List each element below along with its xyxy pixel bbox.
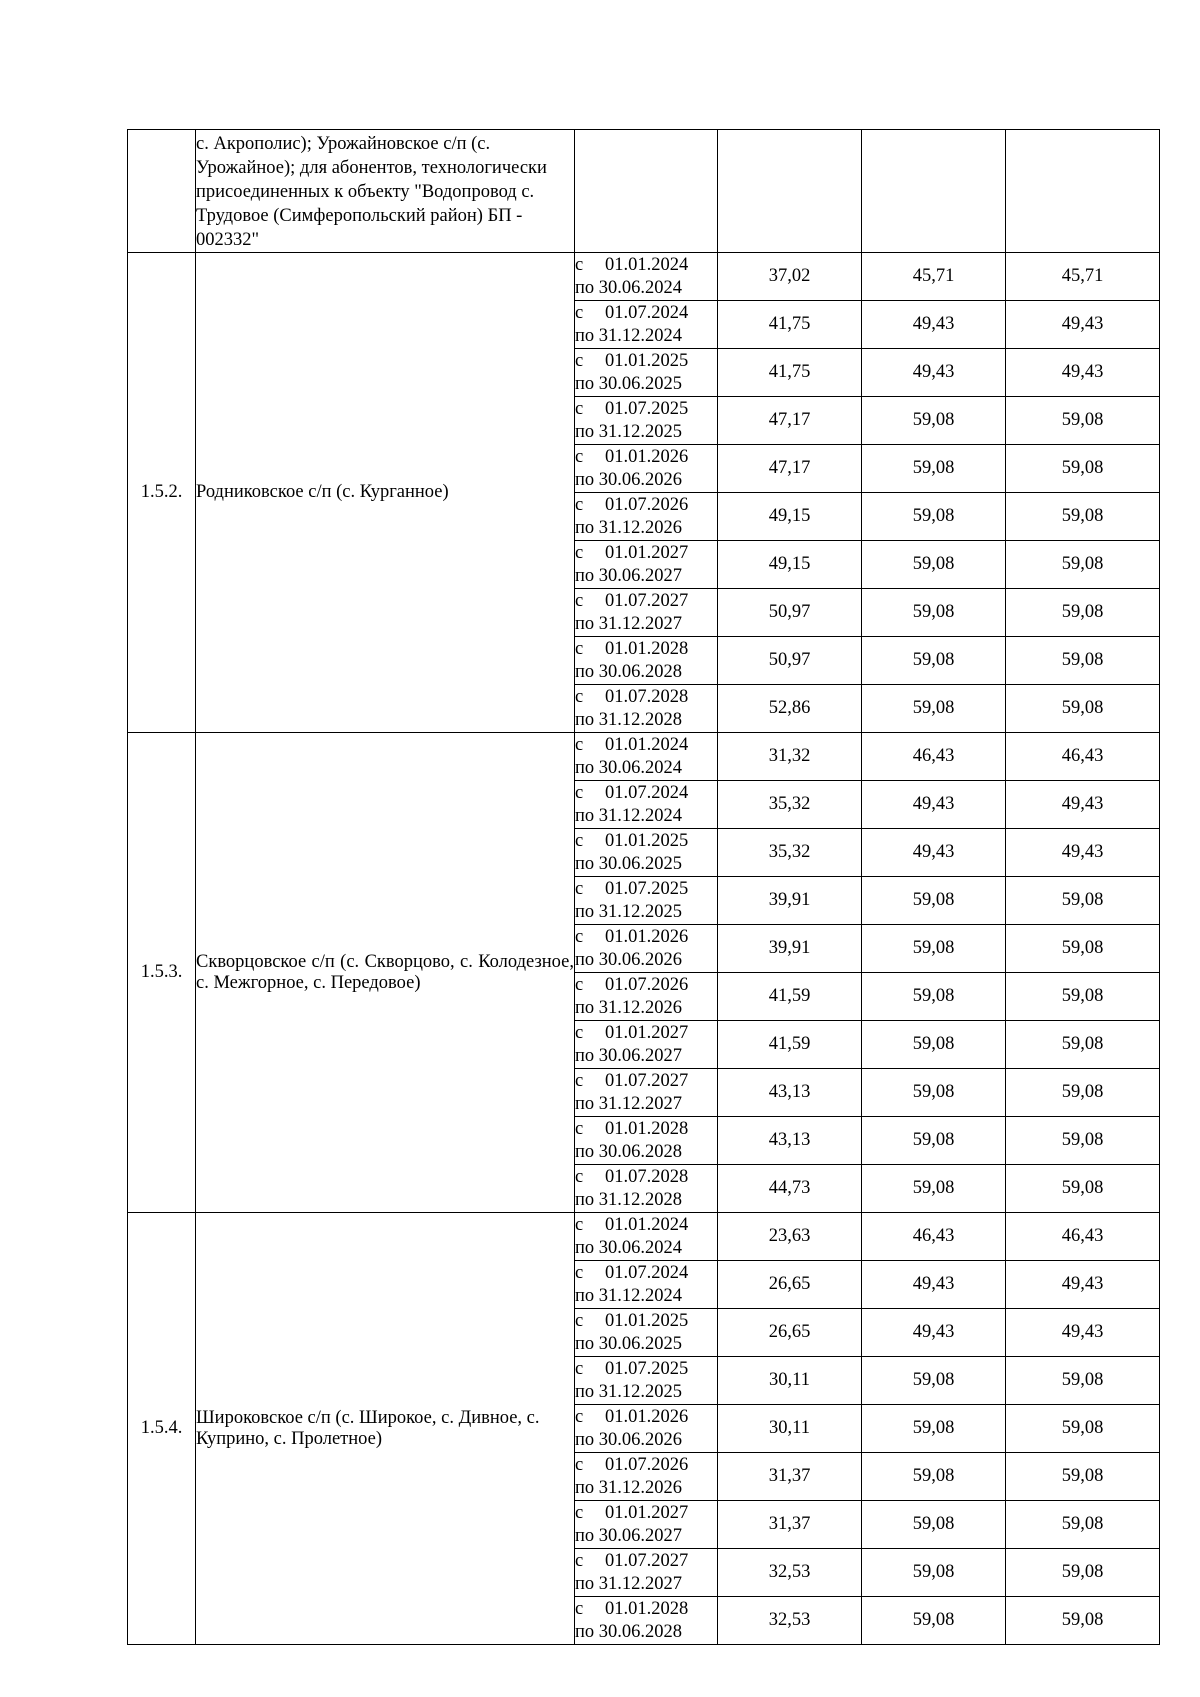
period-to: по 31.12.2025	[575, 1381, 683, 1402]
period-from-prefix: с	[575, 1310, 584, 1331]
period-from-prefix: с	[575, 350, 584, 371]
period-from	[575, 1214, 717, 1237]
period-to: по 30.06.2027	[575, 1525, 683, 1546]
value-cell: 59,08	[862, 973, 1006, 1021]
period-to: по 30.06.2027	[575, 565, 683, 586]
period-from-prefix: с	[575, 446, 584, 467]
period-from	[575, 686, 717, 709]
value-cell: 49,43	[862, 349, 1006, 397]
period-from-date: 01.07.2024	[605, 782, 689, 803]
period-to: по 31.12.2025	[575, 901, 683, 922]
value-cell: 46,43	[862, 733, 1006, 781]
period-from-prefix: с	[575, 542, 584, 563]
value-cell: 49,43	[862, 1261, 1006, 1309]
period-from	[575, 542, 717, 565]
period-cell	[575, 253, 718, 301]
period-from	[575, 398, 717, 421]
value-cell: 59,08	[862, 1597, 1006, 1645]
value-cell: 59,08	[1006, 637, 1160, 685]
period-from-prefix: с	[575, 638, 584, 659]
period-from-prefix: с	[575, 830, 584, 851]
value-cell: 59,08	[1006, 685, 1160, 733]
value-cell: 59,08	[862, 1453, 1006, 1501]
period-to: по 30.06.2028	[575, 661, 683, 682]
period-cell	[575, 397, 718, 445]
period-from-prefix: с	[575, 1214, 584, 1235]
period-from-prefix: с	[575, 1502, 584, 1523]
period-from-date: 01.07.2024	[605, 302, 689, 323]
period-from-date: 01.01.2028	[605, 1598, 689, 1619]
period-cell	[575, 541, 718, 589]
period-to: по 30.06.2025	[575, 373, 683, 394]
period-from-date: 01.01.2025	[605, 1310, 689, 1331]
value-cell: 59,08	[1006, 1405, 1160, 1453]
period-from	[575, 1358, 717, 1381]
value-cell: 39,91	[718, 925, 862, 973]
value-cell: 49,43	[1006, 781, 1160, 829]
period-from-date: 01.07.2025	[605, 878, 689, 899]
table-row	[128, 733, 1160, 781]
value-cell: 49,43	[1006, 829, 1160, 877]
period-from	[575, 638, 717, 661]
period-cell	[575, 733, 718, 781]
period-cell	[575, 829, 718, 877]
period-from	[575, 1118, 717, 1141]
tariff-table-body	[128, 130, 1160, 1645]
period-cell	[575, 493, 718, 541]
period-from-prefix: с	[575, 398, 584, 419]
value-cell: 43,13	[718, 1117, 862, 1165]
location-cell: Родниковское с/п (с. Курганное)	[196, 253, 575, 733]
period-from-date: 01.01.2025	[605, 830, 689, 851]
period-cell	[575, 1021, 718, 1069]
value-cell: 59,08	[862, 397, 1006, 445]
value-cell: 32,53	[718, 1549, 862, 1597]
value-cell: 23,63	[718, 1213, 862, 1261]
value-cell: 47,17	[718, 445, 862, 493]
period-from	[575, 926, 717, 949]
value-cell: 59,08	[1006, 877, 1160, 925]
period-to: по 30.06.2028	[575, 1141, 683, 1162]
period-to: по 30.06.2024	[575, 757, 683, 778]
period-from-date: 01.01.2024	[605, 734, 689, 755]
value-cell: 49,15	[718, 493, 862, 541]
table-row	[128, 1213, 1160, 1261]
period-from	[575, 1454, 717, 1477]
value-cell: 59,08	[1006, 541, 1160, 589]
value-cell: 41,75	[718, 349, 862, 397]
period-from	[575, 1310, 717, 1333]
value-cell: 31,37	[718, 1501, 862, 1549]
period-from-date: 01.01.2025	[605, 350, 689, 371]
period-cell	[575, 877, 718, 925]
period-from	[575, 494, 717, 517]
value-cell	[718, 130, 862, 253]
period-cell	[575, 1501, 718, 1549]
period-from	[575, 1262, 717, 1285]
value-cell: 31,37	[718, 1453, 862, 1501]
period-from-date: 01.07.2025	[605, 1358, 689, 1379]
value-cell: 52,86	[718, 685, 862, 733]
value-cell: 45,71	[862, 253, 1006, 301]
period-from-date: 01.01.2026	[605, 926, 689, 947]
value-cell: 35,32	[718, 781, 862, 829]
period-from-prefix: с	[575, 1550, 584, 1571]
value-cell: 59,08	[862, 445, 1006, 493]
period-from-date: 01.07.2027	[605, 1070, 689, 1091]
value-cell: 49,43	[862, 301, 1006, 349]
value-cell: 32,53	[718, 1597, 862, 1645]
row-number-cell: 1.5.2.	[128, 253, 196, 733]
period-to: по 30.06.2027	[575, 1045, 683, 1066]
period-from	[575, 782, 717, 805]
period-from-date: 01.01.2026	[605, 1406, 689, 1427]
period-from-prefix: с	[575, 974, 584, 995]
row-number-cell	[128, 130, 196, 253]
period-from-date: 01.07.2028	[605, 1166, 689, 1187]
value-cell: 50,97	[718, 589, 862, 637]
intro-row	[128, 130, 1160, 253]
period-cell	[575, 130, 718, 253]
value-cell	[862, 130, 1006, 253]
value-cell: 41,75	[718, 301, 862, 349]
period-to: по 31.12.2028	[575, 709, 683, 730]
value-cell: 30,11	[718, 1357, 862, 1405]
period-from-prefix: с	[575, 590, 584, 611]
period-from	[575, 1502, 717, 1525]
value-cell: 31,32	[718, 733, 862, 781]
value-cell: 37,02	[718, 253, 862, 301]
period-from	[575, 350, 717, 373]
value-cell: 59,08	[1006, 397, 1160, 445]
period-from-prefix: с	[575, 302, 584, 323]
value-cell: 59,08	[862, 1549, 1006, 1597]
value-cell: 49,43	[1006, 349, 1160, 397]
period-to: по 30.06.2026	[575, 949, 683, 970]
period-from	[575, 254, 717, 277]
period-to: по 30.06.2026	[575, 1429, 683, 1450]
value-cell: 59,08	[862, 637, 1006, 685]
value-cell: 46,43	[1006, 733, 1160, 781]
period-from	[575, 302, 717, 325]
table-row	[128, 253, 1160, 301]
value-cell: 50,97	[718, 637, 862, 685]
period-from-date: 01.07.2026	[605, 974, 689, 995]
value-cell: 49,43	[1006, 1261, 1160, 1309]
row-number-cell: 1.5.3.	[128, 733, 196, 1213]
period-from-prefix: с	[575, 926, 584, 947]
period-to: по 30.06.2025	[575, 853, 683, 874]
period-cell	[575, 1309, 718, 1357]
value-cell: 46,43	[1006, 1213, 1160, 1261]
value-cell: 26,65	[718, 1261, 862, 1309]
period-from	[575, 1550, 717, 1573]
period-from-date: 01.07.2026	[605, 1454, 689, 1475]
value-cell: 59,08	[1006, 445, 1160, 493]
period-cell	[575, 1069, 718, 1117]
value-cell: 45,71	[1006, 253, 1160, 301]
value-cell: 59,08	[1006, 1549, 1160, 1597]
period-to: по 31.12.2026	[575, 1477, 683, 1498]
value-cell: 59,08	[862, 1405, 1006, 1453]
period-to: по 30.06.2024	[575, 277, 683, 298]
value-cell: 59,08	[1006, 1117, 1160, 1165]
period-from-date: 01.01.2028	[605, 638, 689, 659]
value-cell: 59,08	[862, 1165, 1006, 1213]
period-from	[575, 1598, 717, 1621]
row-number-cell: 1.5.4.	[128, 1213, 196, 1645]
period-to: по 31.12.2028	[575, 1189, 683, 1210]
value-cell: 49,43	[862, 1309, 1006, 1357]
period-from-date: 01.07.2024	[605, 1262, 689, 1283]
period-to: по 30.06.2025	[575, 1333, 683, 1354]
value-cell: 59,08	[862, 1021, 1006, 1069]
value-cell: 59,08	[1006, 1165, 1160, 1213]
value-cell: 49,43	[862, 781, 1006, 829]
period-to: по 31.12.2024	[575, 805, 683, 826]
period-to: по 31.12.2027	[575, 1093, 683, 1114]
period-to: по 31.12.2027	[575, 1573, 683, 1594]
period-cell	[575, 925, 718, 973]
value-cell	[1006, 130, 1160, 253]
period-cell	[575, 781, 718, 829]
period-from-prefix: с	[575, 878, 584, 899]
period-cell	[575, 349, 718, 397]
period-to: по 31.12.2027	[575, 613, 683, 634]
period-cell	[575, 1165, 718, 1213]
value-cell: 59,08	[1006, 493, 1160, 541]
period-from-date: 01.01.2028	[605, 1118, 689, 1139]
period-from	[575, 878, 717, 901]
value-cell: 59,08	[1006, 1453, 1160, 1501]
period-from-prefix: с	[575, 1406, 584, 1427]
period-from-prefix: с	[575, 1118, 584, 1139]
period-from-date: 01.07.2026	[605, 494, 689, 515]
value-cell: 49,43	[1006, 1309, 1160, 1357]
value-cell: 59,08	[862, 877, 1006, 925]
period-from-date: 01.01.2027	[605, 542, 689, 563]
period-from-date: 01.01.2026	[605, 446, 689, 467]
value-cell: 59,08	[862, 1069, 1006, 1117]
location-cell: с. Акрополис); Урожайновское с/п (с. Урожайное); для абонентов, технологически присоединенных к объекту "Водопровод с. Трудовое (Симферопольский район) БП - 002332"	[196, 130, 575, 253]
period-from	[575, 1406, 717, 1429]
period-from-prefix: с	[575, 734, 584, 755]
value-cell: 59,08	[1006, 1501, 1160, 1549]
period-from-date: 01.07.2027	[605, 590, 689, 611]
value-cell: 49,15	[718, 541, 862, 589]
value-cell: 41,59	[718, 973, 862, 1021]
value-cell: 59,08	[862, 1357, 1006, 1405]
period-from-prefix: с	[575, 782, 584, 803]
value-cell: 43,13	[718, 1069, 862, 1117]
value-cell: 59,08	[1006, 589, 1160, 637]
period-cell	[575, 1261, 718, 1309]
period-from-prefix: с	[575, 686, 584, 707]
period-from-date: 01.07.2027	[605, 1550, 689, 1571]
period-cell	[575, 685, 718, 733]
period-from-prefix: с	[575, 494, 584, 515]
value-cell: 44,73	[718, 1165, 862, 1213]
period-cell	[575, 1453, 718, 1501]
value-cell: 26,65	[718, 1309, 862, 1357]
value-cell: 59,08	[862, 589, 1006, 637]
value-cell: 59,08	[1006, 973, 1160, 1021]
period-cell	[575, 973, 718, 1021]
period-from-prefix: с	[575, 254, 584, 275]
value-cell: 59,08	[862, 685, 1006, 733]
period-from-date: 01.01.2027	[605, 1502, 689, 1523]
value-cell: 59,08	[862, 1501, 1006, 1549]
tariff-table	[127, 129, 1160, 1645]
period-from-prefix: с	[575, 1262, 584, 1283]
period-from-prefix: с	[575, 1454, 584, 1475]
period-to: по 30.06.2024	[575, 1237, 683, 1258]
period-from	[575, 590, 717, 613]
period-from	[575, 974, 717, 997]
period-to: по 31.12.2026	[575, 997, 683, 1018]
period-to: по 30.06.2028	[575, 1621, 683, 1642]
period-cell	[575, 589, 718, 637]
period-from-prefix: с	[575, 1070, 584, 1091]
period-cell	[575, 637, 718, 685]
value-cell: 59,08	[1006, 1357, 1160, 1405]
value-cell: 59,08	[1006, 1597, 1160, 1645]
period-to: по 31.12.2025	[575, 421, 683, 442]
value-cell: 46,43	[862, 1213, 1006, 1261]
value-cell: 59,08	[862, 925, 1006, 973]
period-from	[575, 830, 717, 853]
period-from-prefix: с	[575, 1598, 584, 1619]
period-from	[575, 1022, 717, 1045]
period-from-prefix: с	[575, 1166, 584, 1187]
period-from-date: 01.01.2024	[605, 254, 689, 275]
value-cell: 35,32	[718, 829, 862, 877]
period-from-date: 01.01.2027	[605, 1022, 689, 1043]
period-cell	[575, 1357, 718, 1405]
value-cell: 41,59	[718, 1021, 862, 1069]
period-from-date: 01.01.2024	[605, 1214, 689, 1235]
value-cell: 59,08	[862, 493, 1006, 541]
value-cell: 49,43	[1006, 301, 1160, 349]
period-to: по 31.12.2024	[575, 325, 683, 346]
period-from-date: 01.07.2025	[605, 398, 689, 419]
period-cell	[575, 1405, 718, 1453]
period-cell	[575, 1117, 718, 1165]
value-cell: 59,08	[862, 541, 1006, 589]
location-cell: Скворцовское с/п (с. Скворцово, с. Колодезное, с. Межгорное, с. Передовое)	[196, 733, 575, 1213]
period-from-date: 01.07.2028	[605, 686, 689, 707]
value-cell: 30,11	[718, 1405, 862, 1453]
period-to: по 31.12.2026	[575, 517, 683, 538]
period-cell	[575, 301, 718, 349]
value-cell: 59,08	[862, 1117, 1006, 1165]
period-to: по 31.12.2024	[575, 1285, 683, 1306]
value-cell: 59,08	[1006, 1021, 1160, 1069]
value-cell: 47,17	[718, 397, 862, 445]
period-from-prefix: с	[575, 1022, 584, 1043]
period-cell	[575, 1549, 718, 1597]
period-from-prefix: с	[575, 1358, 584, 1379]
value-cell: 49,43	[862, 829, 1006, 877]
period-from	[575, 734, 717, 757]
period-to: по 30.06.2026	[575, 469, 683, 490]
period-cell	[575, 1213, 718, 1261]
period-from	[575, 446, 717, 469]
value-cell: 39,91	[718, 877, 862, 925]
period-cell	[575, 445, 718, 493]
period-cell	[575, 1597, 718, 1645]
period-from	[575, 1166, 717, 1189]
value-cell: 59,08	[1006, 925, 1160, 973]
location-cell: Широковское с/п (с. Широкое, с. Дивное, с. Куприно, с. Пролетное)	[196, 1213, 575, 1645]
period-from	[575, 1070, 717, 1093]
value-cell: 59,08	[1006, 1069, 1160, 1117]
